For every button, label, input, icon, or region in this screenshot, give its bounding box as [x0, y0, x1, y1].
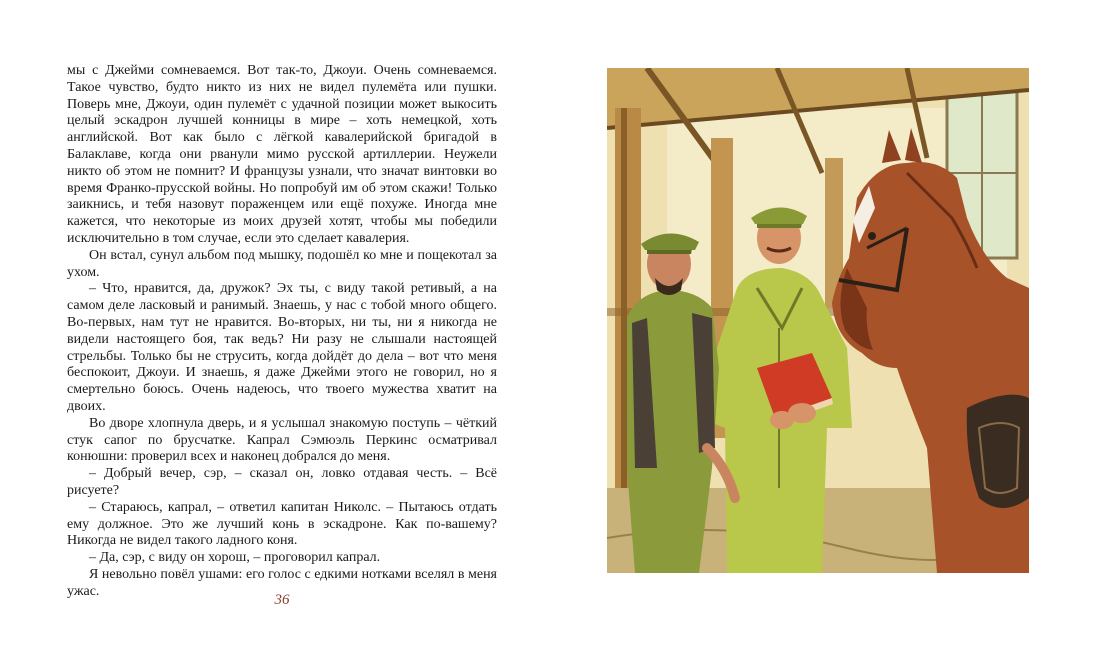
paragraph: мы с Джейми сомневаемся. Вот так-то, Джоуи. Очень сомневаемся. Такое чувство, будто никто из них не видел пулемёта или пушки. Поверь мне, Джоуи, один пулемёт с удачной позиции может выкосить целый эскадрон лучшей конницы в мире – хоть немецкой, хоть английской. Вот как было с лёгкой кавалерийской бригадой в Балаклаве, когда они рванули мимо русской артиллерии. Неужели никто об этом не помнит? И французы узнали, что значат винтовки во время Франко-прусской войны. Но попробуй им об этом скажи! Только заикнись, и тебя назовут пораженцем или ещё похуже. Иногда мне кажется, что некоторые из моих друзей хотят, чтобы мы победили исключительно в том случае, если это сделает кавалерия.: [67, 63, 497, 246]
illustration-drawing: [607, 68, 1029, 573]
text-column: [67, 63, 497, 601]
stable-illustration: [607, 68, 1029, 573]
paragraph: Я невольно повёл ушами: его голос с едкими нотками вселял в меня ужас.: [67, 566, 497, 599]
paragraph: Во дворе хлопнула дверь, и я услышал знакомую поступь – чёткий стук сапог по брусчатке. Капрал Сэмюэль Перкинс осматривал конюшни: проверил всех и наконец добрался до меня.: [67, 415, 497, 465]
paragraph: – Добрый вечер, сэр, – сказал он, ловко отдавая честь. – Всё рисуете?: [67, 466, 497, 498]
paragraph: – Что, нравится, да, дружок? Эх ты, с виду такой ретивый, а на самом деле ласковый и ранимый. Знаешь, у нас с тобой много общего. Во-первых, нам тут не нравится. Во-вторых, ни ты, ни я никогда не видели настоящего боя, так ведь? Ни разу не слышали настоящей стрельбы. Только бы не струсить, когда дойдёт до дела – вот что меня беспокоит, Джоуи. И знаешь, я даже Джейми этого не говорил, но я смертельно боюсь. Очень надеюсь, что твоего мужества хватит на двоих.: [67, 281, 497, 414]
paragraph: – Да, сэр, с виду он хорош, – проговорил капрал.: [89, 550, 381, 566]
paragraph: – Стараюсь, капрал, – ответил капитан Николс. – Пытаюсь отдать ему должное. Это же лучший конь в эскадроне. Как по-вашему? Никогда не видел такого ладного коня.: [67, 499, 497, 549]
paragraph: Он встал, сунул альбом под мышку, подошёл ко мне и пощекотал за ухом.: [67, 247, 497, 280]
page-number: 36: [274, 592, 290, 608]
